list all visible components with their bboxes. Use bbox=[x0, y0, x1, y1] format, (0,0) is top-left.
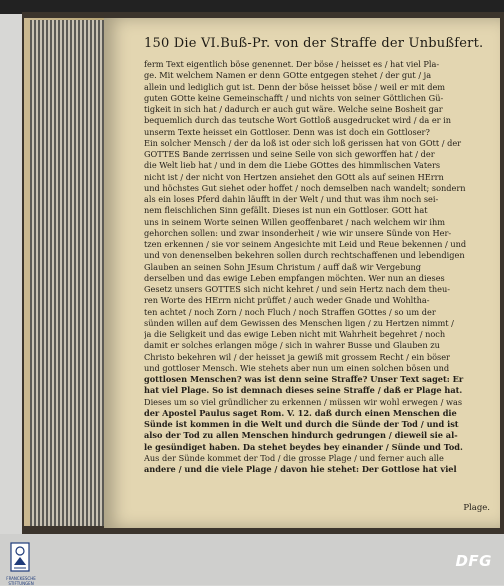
viewer-footer bbox=[0, 534, 504, 585]
text-line: andere / und die viele Plage / davon hie stehet: Der Gottlose hat viel bbox=[144, 464, 457, 474]
text-line: die Welt lieb hat / und in dem die Liebe GOttes des himmlischen Vaters bbox=[144, 160, 441, 171]
library-logo-icon bbox=[5, 541, 35, 581]
text-line: Ein solcher Mensch / der da loß ist oder sich loß gerissen hat von GOtt / der bbox=[144, 137, 462, 148]
text-line: tzen erkennen / sie vor seinem Angesichte mit Leid und Reue bekennen / und bbox=[144, 239, 467, 249]
text-line: ge. Mit welchem Namen er denn GOtte entgegen stehet / der gut / ja bbox=[144, 70, 432, 81]
text-line: unserm Texte heisset ein Gottloser. Denn was ist doch ein Gottloser? bbox=[144, 126, 430, 137]
text-line: nem fleischlichen Sinn gefällt. Dieses ist nun ein Gottloser. GOtt hat bbox=[144, 205, 428, 216]
text-line: gehorchen sollen: und zwar insonderheit / wie wir unsere Sünde von Her- bbox=[144, 227, 452, 238]
text-line: ja die Seligkeit und das ewige Leben nicht mit Wahrheit begehret / noch bbox=[144, 329, 446, 339]
text-line: guten GOtte keine Gemeinschafft / und nichts von seiner Göttlichen Gü- bbox=[144, 92, 444, 103]
text-line: als ein loses Pferd dahin läufft in der Welt / und thut was ihm noch sei- bbox=[144, 194, 439, 204]
page-header: 150 Die VI.Buß-Pr. von der Straffe der Unbußfert. bbox=[144, 36, 484, 51]
text-line: bequemlich durch das teutsche Wort Gottloß ausgedrucket wird / da er in bbox=[144, 115, 452, 126]
text-line: uns in seinem Worte seinen Willen geoffenbaret / nach welchem wir ihm bbox=[144, 216, 445, 227]
text-line: Gesetz unsers GOTTES sich nicht kehret / und sein Hertz nach dem theu- bbox=[144, 284, 451, 294]
text-line: und gottloser Mensch. Wie stehets aber nun um einen solchen bösen und bbox=[144, 362, 450, 373]
text-line: derselben und das ewige Leben empfangen möchten. Wer nun an dieses bbox=[144, 272, 445, 283]
text-line: Dieses um so viel gründlicher zu erkennen / müssen wir wohl erwegen / was bbox=[144, 396, 463, 407]
text-line: also der Tod zu allen Menschen hindurch gedrungen / dieweil sie al- bbox=[144, 430, 458, 441]
sponsor-logo: DFG bbox=[455, 552, 492, 570]
text-line: ferm Text eigentlich böse genennet. Der böse / heisset es / hat viel Pla- bbox=[144, 59, 440, 69]
text-line: GOTTES Bande zerrissen und seine Seile von sich geworffen hat / der bbox=[144, 149, 435, 159]
text-line: der Apostel Paulus saget Rom. V. 12. daß durch einen Menschen die bbox=[144, 407, 457, 418]
text-line: le gesündiget haben. Da stehet beydes bey einander / Sünde und Tod. bbox=[144, 441, 463, 452]
text-line: tigkeit in sich hat / dadurch er auch gut wäre. Welche seine Bosheit gar bbox=[144, 104, 443, 114]
text-line: sünden willen auf dem Gewissen des Menschen ligen / zu Hertzen nimmt / bbox=[144, 317, 454, 328]
text-line: Christo bekehren wil / der heisset ja gewiß mit grossem Recht / ein böser bbox=[144, 351, 450, 362]
page-body bbox=[144, 59, 498, 475]
text-line: damit er solches erlangen möge / sich in wahrer Busse und Glauben zu bbox=[144, 340, 440, 351]
text-line: nicht ist / der nicht von Hertzen ansiehet den GOtt als auf seinen HErrn bbox=[144, 171, 444, 182]
library-label: FRANCKESCHE STIFTUNGEN bbox=[6, 576, 36, 586]
text-line: und von denenselben bekehren sollen durch rechtschaffenen und lebendigen bbox=[144, 250, 465, 261]
text-line: und höchstes Gut siehet oder hoffet / noch demselben nach wandelt; sondern bbox=[144, 182, 466, 193]
text-line: gottlosen Menschen? was ist denn seine Straffe? Unser Text saget: Er bbox=[144, 374, 464, 384]
text-line: hat viel Plage. So ist demnach dieses seine Straffe / daß er Plage hat. bbox=[144, 385, 463, 396]
text-line: ren Worte des HErrn nicht prüffet / auch weder Gnade und Wohltha- bbox=[144, 295, 430, 306]
catchword: Plage. bbox=[463, 503, 490, 513]
text-line: allein und lediglich gut ist. Denn der böse heisset böse / weil er mit dem bbox=[144, 81, 446, 92]
page-edges bbox=[30, 20, 104, 526]
text-line: Sünde ist kommen in die Welt und durch die Sünde der Tod / und ist bbox=[144, 419, 459, 429]
text-line: Glauben an seinen Sohn JEsum Christum / auff daß wir Vergebung bbox=[144, 261, 421, 272]
text-line: ten achtet / noch Zorn / noch Fluch / noch Straffen GOttes / so um der bbox=[144, 306, 436, 317]
text-line: Aus der Sünde kommet der Tod / die grosse Plage / und ferner auch alle bbox=[144, 452, 444, 463]
